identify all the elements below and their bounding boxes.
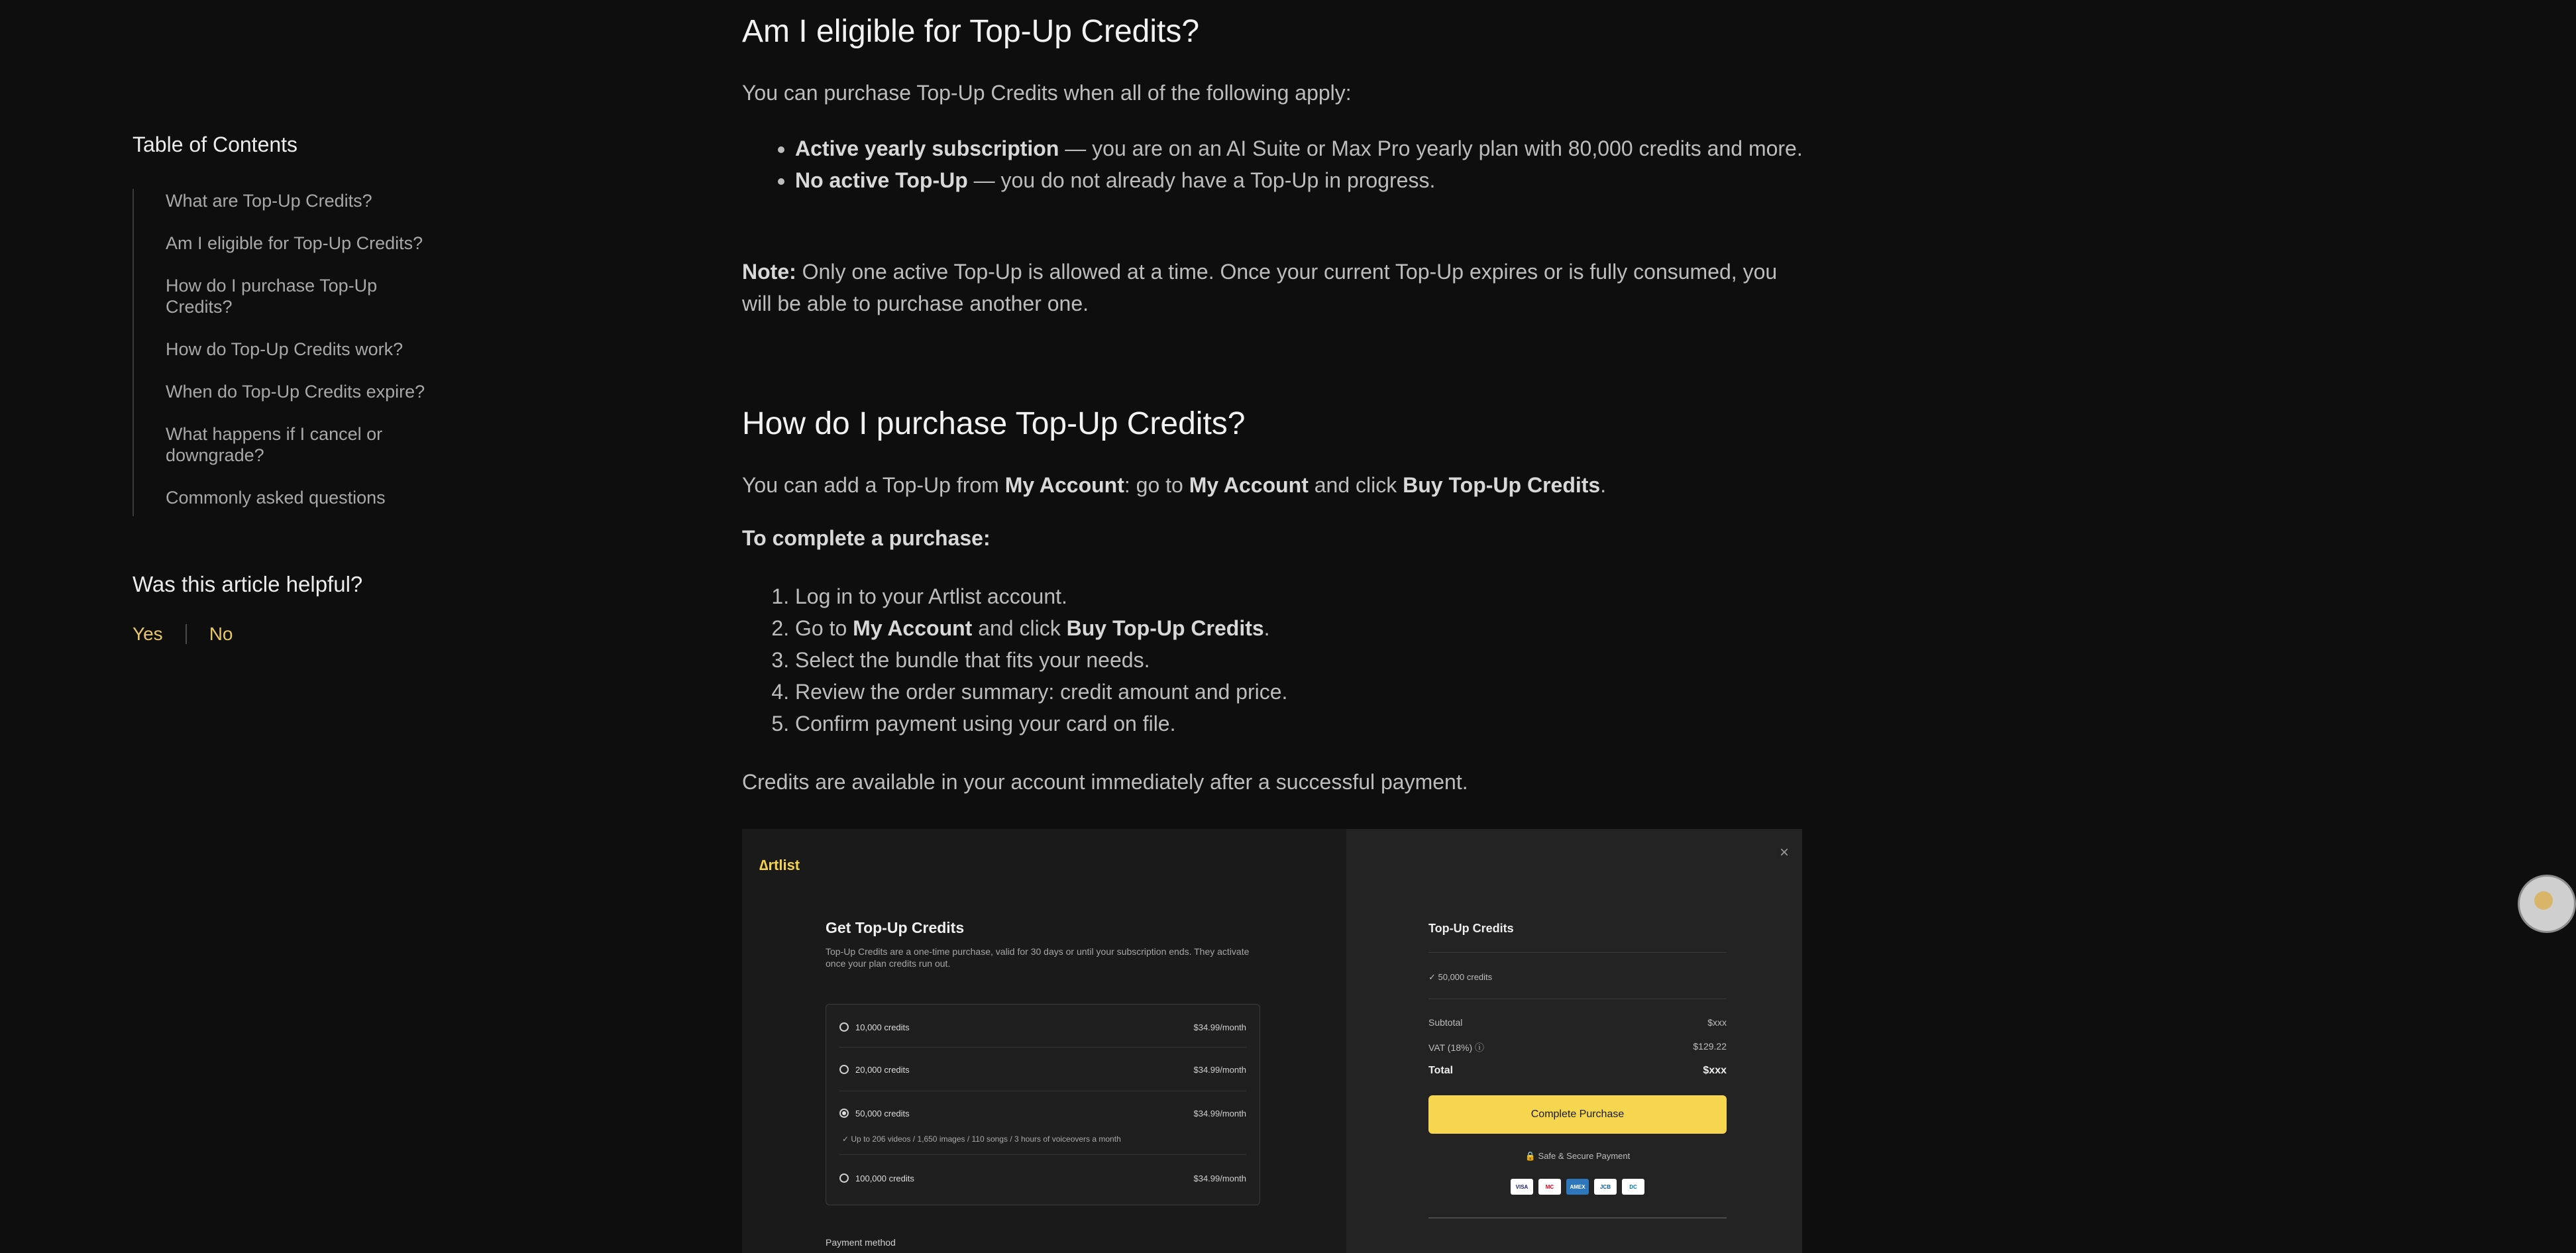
condition-text: — you do not already have a Top-Up in progress.	[967, 168, 1436, 192]
secure-payment-text: 🔒 Safe & Secure Payment	[1525, 1151, 1631, 1161]
step-item: 3. Select the bundle that fits your needs.	[795, 644, 1287, 676]
radio-icon	[839, 1065, 849, 1074]
plan-option-10000[interactable]	[839, 1014, 1246, 1040]
divider	[839, 1154, 1246, 1155]
helpful-title: Was this article helpful?	[133, 572, 363, 596]
plan-price: $34.99/month	[1193, 1108, 1246, 1118]
toc-item-how-work[interactable]: How do Top-Up Credits work?	[166, 339, 403, 359]
toc-item-cancel[interactable]: What happens if I cancel or downgrade?	[166, 424, 383, 465]
toc-item-expire[interactable]: When do Top-Up Credits expire?	[166, 382, 425, 402]
note-label: Note:	[742, 260, 796, 284]
buy-topup-text: Buy Top-Up Credits	[1066, 616, 1264, 640]
summary-title: Top-Up Credits	[1428, 922, 1514, 935]
plan-label: 50,000 credits	[855, 1108, 910, 1118]
toc-list	[133, 189, 464, 516]
my-account-text: My Account	[853, 616, 973, 640]
text: : go to	[1124, 473, 1189, 497]
plan-option-20000[interactable]	[839, 1056, 1246, 1083]
divider	[1428, 1217, 1727, 1219]
text: and click	[1308, 473, 1403, 497]
plan-price: $34.99/month	[1193, 1173, 1246, 1183]
radio-selected-icon	[839, 1109, 849, 1118]
eligibility-list	[742, 133, 1815, 196]
purchase-steps	[742, 580, 1287, 739]
vat-value: $129.22	[1693, 1041, 1727, 1052]
toc-item-faq[interactable]: Commonly asked questions	[166, 488, 386, 508]
diners-icon: DC	[1622, 1179, 1644, 1195]
helpful-divider	[186, 624, 187, 644]
complete-purchase-button[interactable]: Complete Purchase	[1428, 1095, 1727, 1134]
list-item	[795, 133, 1815, 164]
summary-credit-line: ✓ 50,000 credits	[1428, 972, 1493, 982]
toc-title: Table of Contents	[133, 133, 298, 156]
divider	[1428, 952, 1727, 953]
divider	[839, 1047, 1246, 1048]
modal-description: Top-Up Credits are a one-time purchase, valid for 30 days or until your subscription ends. They activate once your plan credits run out.	[826, 946, 1250, 969]
plan-option-50000[interactable]	[839, 1100, 1246, 1126]
note-paragraph	[742, 256, 1802, 319]
chat-avatar-icon[interactable]	[2518, 875, 2576, 933]
plan-label: 10,000 credits	[855, 1022, 910, 1032]
plan-price: $34.99/month	[1193, 1064, 1246, 1075]
artlist-logo: ∆rtlist	[759, 857, 800, 873]
step-item	[795, 612, 1287, 644]
plan-includes-note: ✓ Up to 206 videos / 1,650 images / 110 songs / 3 hours of voiceovers a month	[842, 1134, 1121, 1144]
toc-item-purchase[interactable]: How do I purchase Top-Up Credits?	[166, 276, 378, 317]
step-item: 5. Confirm payment using your card on file.	[795, 708, 1287, 739]
step-item: 4. Review the order summary: credit amount and price.	[795, 676, 1287, 708]
mastercard-icon: MC	[1538, 1179, 1561, 1195]
note-text: Only one active Top-Up is allowed at a time. Once your current Top-Up expires or is fully consumed, you will be able to purchase another one.	[742, 260, 1778, 315]
visa-icon: VISA	[1511, 1179, 1533, 1195]
list-item	[795, 164, 1815, 196]
condition-title: Active yearly subscription	[795, 136, 1059, 160]
helpful-yes-button[interactable]: Yes	[133, 624, 163, 644]
helpful-feedback	[133, 624, 464, 645]
subtotal-row	[1428, 1017, 1727, 1028]
radio-icon	[839, 1173, 849, 1183]
complete-purchase-label: To complete a purchase:	[742, 526, 991, 550]
payment-method-label: Payment method	[826, 1237, 896, 1248]
total-label: Total	[1428, 1065, 1454, 1076]
payment-cards	[1428, 1179, 1727, 1195]
plan-price: $34.99/month	[1193, 1022, 1246, 1032]
text: .	[1600, 473, 1607, 497]
vat-label: VAT (18%) ⓘ	[1428, 1042, 1485, 1053]
text: and click	[972, 616, 1067, 640]
purchase-heading: How do I purchase Top-Up Credits?	[742, 406, 1246, 441]
plan-option-100000[interactable]	[839, 1165, 1246, 1191]
text: Go to	[795, 616, 853, 640]
sidebar	[133, 133, 464, 645]
buy-topup-text: Buy Top-Up Credits	[1403, 473, 1601, 497]
toc-item-what-are[interactable]: What are Top-Up Credits?	[166, 191, 372, 211]
total-row	[1428, 1065, 1727, 1077]
my-account-text: My Account	[1189, 473, 1309, 497]
radio-icon	[839, 1022, 849, 1032]
subtotal-value: $xxx	[1707, 1017, 1727, 1028]
amex-icon: AMEX	[1566, 1179, 1589, 1195]
subtotal-label: Subtotal	[1428, 1017, 1463, 1028]
purchase-modal-screenshot	[742, 829, 1802, 1253]
condition-title: No active Top-Up	[795, 168, 968, 192]
modal-title: Get Top-Up Credits	[826, 919, 965, 936]
step-item: 1. Log in to your Artlist account.	[795, 580, 1287, 612]
total-value: $xxx	[1703, 1065, 1727, 1076]
text: .	[1263, 616, 1270, 640]
plan-options	[826, 1004, 1260, 1205]
my-account-text: My Account	[1004, 473, 1124, 497]
helpful-no-button[interactable]: No	[209, 624, 233, 644]
toc-item-eligible[interactable]: Am I eligible for Top-Up Credits?	[166, 233, 423, 253]
text: You can add a Top-Up from	[742, 473, 1005, 497]
close-icon[interactable]: ×	[1779, 844, 1789, 861]
credits-available-text: Credits are available in your account immediately after a successful payment.	[742, 770, 1468, 794]
eligible-heading: Am I eligible for Top-Up Credits?	[742, 14, 1200, 49]
modal-left-panel	[742, 829, 1346, 1253]
order-summary-panel	[1346, 829, 1802, 1253]
vat-row	[1428, 1041, 1727, 1054]
plan-label: 20,000 credits	[855, 1064, 910, 1075]
condition-text: — you are on an AI Suite or Max Pro yearly plan with 80,000 credits and more.	[1059, 136, 1803, 160]
plan-label: 100,000 credits	[855, 1173, 914, 1183]
jcb-icon: JCB	[1594, 1179, 1617, 1195]
add-topup-paragraph	[742, 469, 1606, 501]
eligible-intro: You can purchase Top-Up Credits when all of the following apply:	[742, 81, 1352, 105]
